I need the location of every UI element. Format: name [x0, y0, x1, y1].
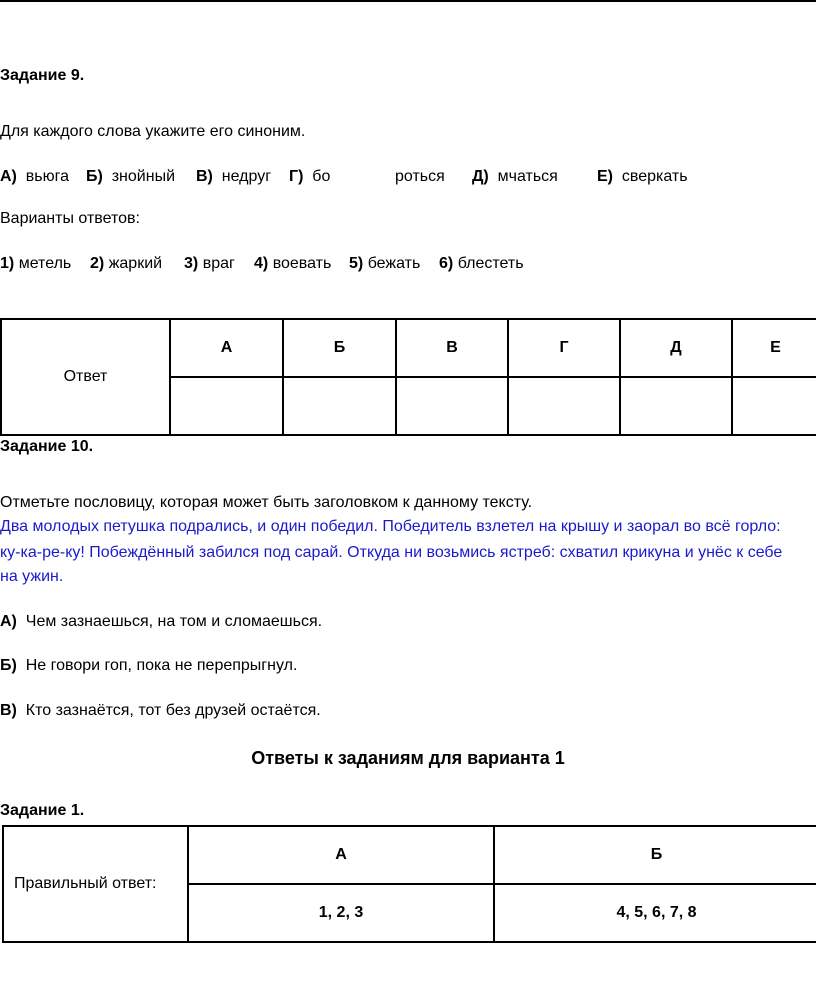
correct-answer-a: 1, 2, 3 [188, 884, 494, 942]
word-item-g-continued [395, 167, 445, 187]
column-header-d: Д [620, 319, 732, 377]
word-text: недруг [221, 168, 272, 185]
variant-key: 4) [254, 255, 269, 272]
task9-answer-table [0, 318, 816, 436]
column-header-v: В [396, 319, 508, 377]
variant-key: 1) [0, 255, 15, 272]
variant-key: 6) [439, 255, 454, 272]
variant-item-6 [439, 254, 524, 274]
answer-cell-b[interactable] [283, 377, 396, 435]
option-key: Б) [0, 657, 17, 674]
word-text: роться [395, 168, 445, 185]
word-item-e [597, 167, 688, 187]
answer-cell-d[interactable] [620, 377, 732, 435]
column-header-b: Б [283, 319, 396, 377]
task9-title: Задание 9. [0, 67, 85, 84]
proverb-option-b[interactable] [0, 656, 297, 676]
word-item-a [0, 167, 69, 187]
correct-answer-label: Правильный ответ: [3, 826, 188, 942]
option-text: Чем зазнаешься, на том и сломаешься. [25, 613, 323, 630]
variant-text: воевать [272, 255, 332, 272]
proverb-option-a[interactable] [0, 612, 322, 632]
word-item-g [289, 167, 330, 187]
answer-cell-v[interactable] [396, 377, 508, 435]
word-text: вьюга [25, 168, 69, 185]
variant-item-4 [254, 254, 331, 274]
word-text: мчаться [497, 168, 558, 185]
column-header-e: Е [732, 319, 816, 377]
answers-heading: Ответы к заданиям для варианта 1 [251, 748, 565, 768]
option-text: Не говори гоп, пока не перепрыгнул. [25, 657, 298, 674]
word-key: А) [0, 168, 17, 185]
answer-cell-a[interactable] [170, 377, 283, 435]
word-key: Г) [289, 168, 304, 185]
word-item-v [196, 167, 271, 187]
word-key: Б) [86, 168, 103, 185]
story-line: Два молодых петушка подрались, и один победил. Победитель взлетел на крышу и заорал во всё горло: [0, 518, 781, 535]
answers-task1-title: Задание 1. [0, 802, 85, 819]
option-key: В) [0, 702, 17, 719]
word-item-b [86, 167, 175, 187]
column-header-b: Б [494, 826, 816, 884]
task9-variants-label: Варианты ответов: [0, 210, 140, 227]
option-text: Кто зазнаётся, тот без друзей остаётся. [25, 702, 321, 719]
variant-text: блестеть [457, 255, 524, 272]
word-key: Д) [472, 168, 489, 185]
top-border-line [0, 0, 816, 2]
variant-key: 5) [349, 255, 364, 272]
answer-cell-g[interactable] [508, 377, 620, 435]
variant-key: 3) [184, 255, 199, 272]
story-line: ку-ка-ре-ку! Побеждённый забился под сарай. Откуда ни возьмись ястреб: схватил крикуна и унёс к себе [0, 544, 783, 561]
variant-text: жаркий [108, 255, 163, 272]
word-key: В) [196, 168, 213, 185]
task10-title: Задание 10. [0, 438, 94, 455]
answers-task1-table [2, 825, 816, 943]
variant-key: 2) [90, 255, 105, 272]
task10-instruction: Отметьте пословицу, которая может быть заголовком к данному тексту. [0, 494, 533, 511]
task9-instruction: Для каждого слова укажите его синоним. [0, 123, 306, 140]
variant-text: бежать [367, 255, 421, 272]
variant-item-3 [184, 254, 235, 274]
word-item-d [472, 167, 558, 187]
variant-text: метель [18, 255, 72, 272]
answer-cell-e[interactable] [732, 377, 816, 435]
variant-item-2 [90, 254, 162, 274]
column-header-a: А [170, 319, 283, 377]
word-text: сверкать [621, 168, 688, 185]
answer-row-label: Ответ [1, 319, 170, 435]
column-header-g: Г [508, 319, 620, 377]
word-text: бо [312, 168, 331, 185]
variant-item-1 [0, 254, 71, 274]
word-text: знойный [111, 168, 175, 185]
story-line: на ужин. [0, 568, 64, 585]
correct-answer-b: 4, 5, 6, 7, 8 [494, 884, 816, 942]
option-key: А) [0, 613, 17, 630]
proverb-option-v[interactable] [0, 701, 321, 721]
variant-text: враг [202, 255, 235, 272]
column-header-a: А [188, 826, 494, 884]
word-key: Е) [597, 168, 613, 185]
variant-item-5 [349, 254, 420, 274]
